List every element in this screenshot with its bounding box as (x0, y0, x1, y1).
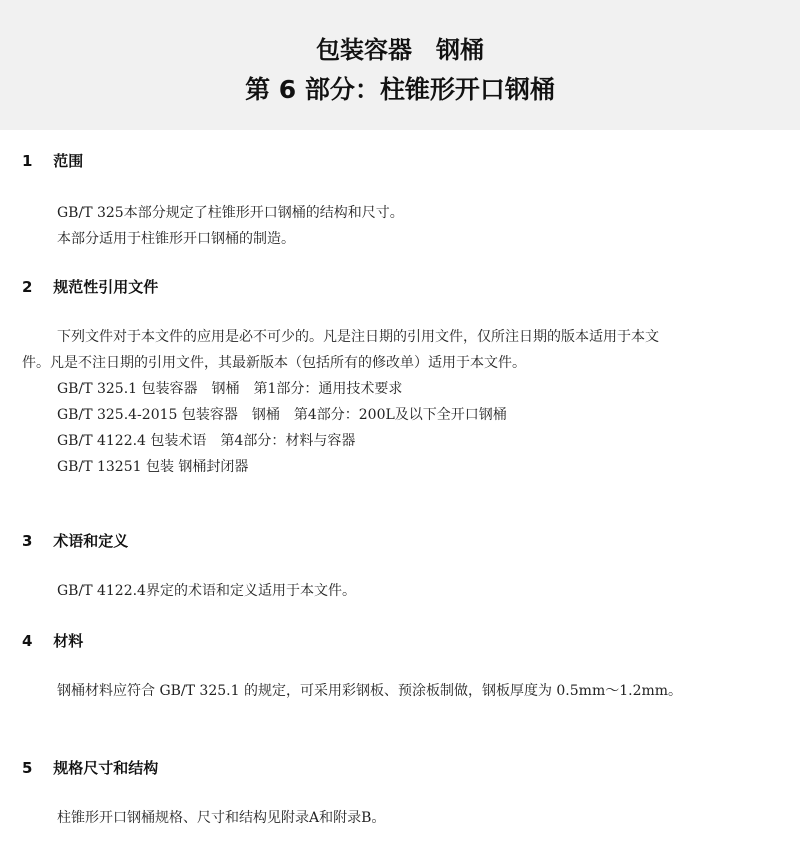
section-number: 5 (22, 759, 33, 777)
section-title: 范围 (53, 152, 84, 170)
paragraph-line: GB/T 4122.4界定的术语和定义适用于本文件。 (57, 583, 356, 599)
section-2-heading (22, 276, 158, 297)
reference-item: GB/T 13251 包装 钢桶封闭器 (57, 459, 249, 475)
section-1-heading (22, 150, 83, 171)
section-title: 术语和定义 (53, 532, 129, 550)
section-5-heading (22, 757, 158, 778)
paragraph-line: GB/T 325本部分规定了柱锥形开口钢桶的结构和尺寸。 (57, 205, 404, 221)
paragraph-line: 下列文件对于本文件的应用是必不可少的。凡是注日期的引用文件，仅所注日期的版本适用于本文 (57, 329, 659, 345)
paragraph-line: 柱锥形开口钢桶规格、尺寸和结构见附录A和附录B。 (57, 810, 386, 826)
section-title: 规范性引用文件 (53, 278, 159, 296)
title-band (0, 0, 800, 130)
reference-item: GB/T 4122.4 包装术语 第4部分：材料与容器 (57, 433, 356, 449)
section-3-heading (22, 530, 128, 551)
section-title: 规格尺寸和结构 (53, 759, 159, 777)
section-number: 2 (22, 278, 33, 296)
section-number: 3 (22, 532, 33, 550)
paragraph-line: 件。凡是不注日期的引用文件，其最新版本（包括所有的修改单）适用于本文件。 (22, 355, 526, 371)
document-subtitle: 第 6 部分：柱锥形开口钢桶 (245, 75, 555, 104)
section-title: 材料 (53, 632, 84, 650)
paragraph-line: 钢桶材料应符合 GB/T 325.1 的规定，可采用彩钢板、预涂板制做，钢板厚度为 0.5mm～1.2mm。 (57, 683, 683, 699)
section-4-heading (22, 630, 83, 651)
reference-item: GB/T 325.4-2015 包装容器 钢桶 第4部分：200L及以下全开口钢桶 (57, 407, 507, 423)
paragraph-line: 本部分适用于柱锥形开口钢桶的制造。 (57, 231, 295, 247)
document-title: 包装容器 钢桶 (316, 36, 484, 64)
section-number: 4 (22, 632, 33, 650)
reference-item: GB/T 325.1 包装容器 钢桶 第1部分：通用技术要求 (57, 381, 403, 397)
section-number: 1 (22, 152, 33, 170)
